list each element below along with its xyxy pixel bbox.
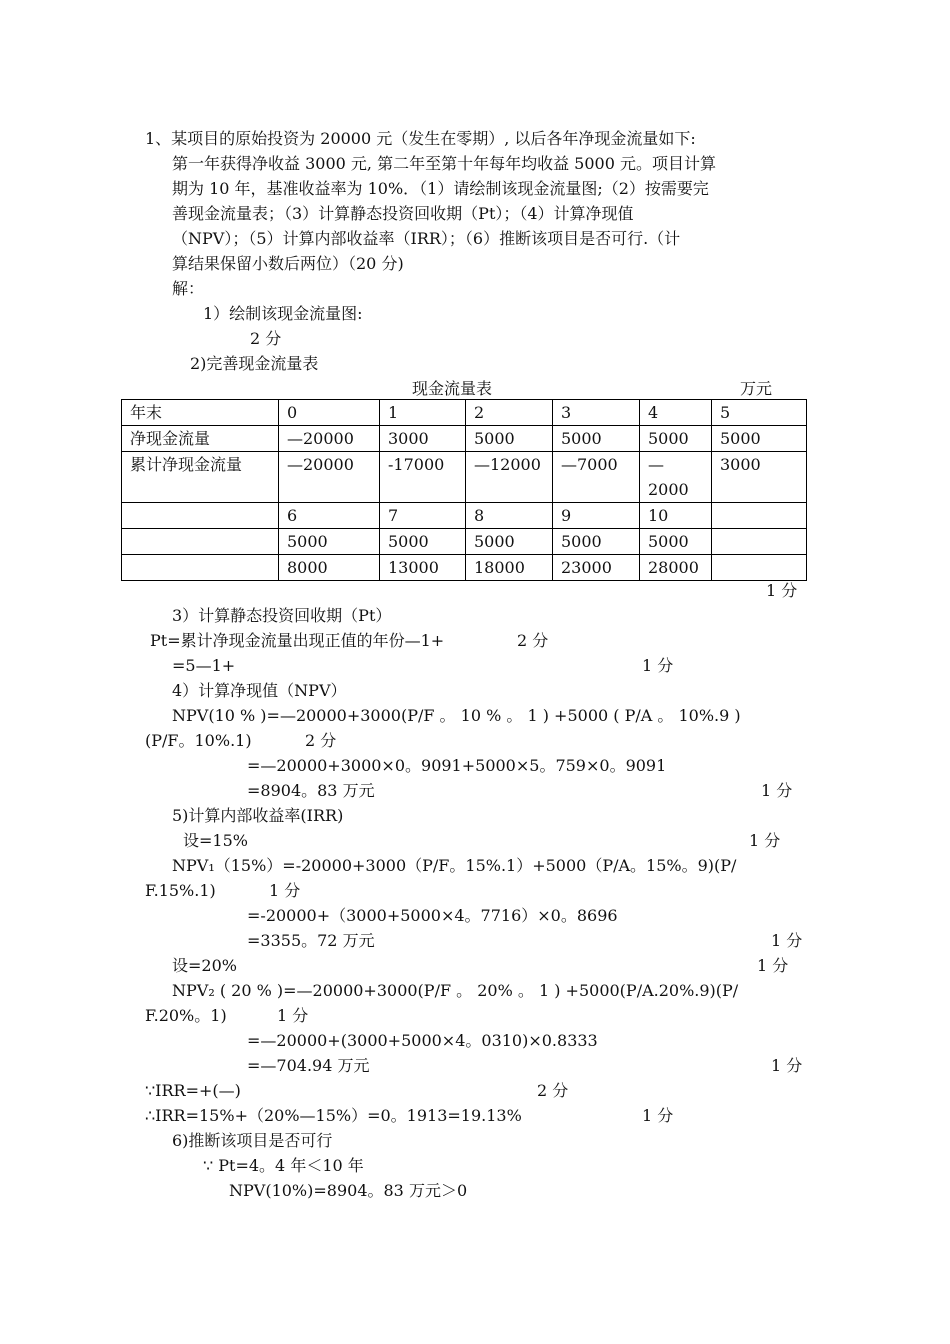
table-cell: 1 xyxy=(380,400,466,426)
table-cell: 3000 xyxy=(380,426,466,452)
step5-npv1-a: NPV₁（15%）=-20000+3000（P/F。15%.1）+5000（P/A。15%。9)(P/ xyxy=(172,856,737,875)
problem-line-1: 1、某项目的原始投资为 20000 元（发生在零期）, 以后各年净现金流量如下: xyxy=(145,129,696,148)
table-row xyxy=(122,426,807,452)
table-cell: — 2000 xyxy=(640,452,712,503)
step4-line-4: =8904。83 万元 xyxy=(247,781,375,800)
table-cell: 18000 xyxy=(466,555,553,581)
problem-line-4: 善现金流量表；（3）计算静态投资回收期（Pt）；（4）计算净现值 xyxy=(172,204,634,223)
table-cell: 23000 xyxy=(553,555,640,581)
step1-title: 1）绘制该现金流量图: xyxy=(203,304,363,323)
table-unit: 万元 xyxy=(740,379,773,398)
step4-line-4-score: 1 分 xyxy=(761,781,793,800)
step5-npv2-d: =—704.94 万元 xyxy=(247,1056,370,1075)
table-cell: 5000 xyxy=(466,529,553,555)
table-title: 现金流量表 xyxy=(412,379,493,398)
table-cell: 2 xyxy=(466,400,553,426)
step3-result-score: 1 分 xyxy=(642,656,674,675)
table-cell: 8000 xyxy=(279,555,380,581)
table-cell xyxy=(122,529,279,555)
step5-irr-1: ∵IRR=+(—) xyxy=(145,1081,241,1100)
table-cell: 28000 xyxy=(640,555,712,581)
step5-npv2-a: NPV₂ ( 20 % )=—20000+3000(P/F 。 20% 。 1 ) +5000(P/A.20%.9)(P/ xyxy=(172,981,739,1000)
step1-score: 2 分 xyxy=(250,329,282,348)
problem-line-3: 期为 10 年，基准收益率为 10%．（1）请绘制该现金流量图;（2）按需要完 xyxy=(172,179,709,198)
table-cell: —20000 xyxy=(279,452,380,503)
table-cell: 净现金流量 xyxy=(122,426,279,452)
table-row xyxy=(122,452,807,503)
step4-title: 4）计算净现值（NPV） xyxy=(172,681,347,700)
table-cell: 9 xyxy=(553,503,640,529)
step5-npv1-c: =-20000+（3000+5000×4。7716）×0。8696 xyxy=(247,906,618,925)
table-cell: —12000 xyxy=(466,452,553,503)
step5-npv1-b-score: 1 分 xyxy=(269,881,301,900)
step5-set1: 设=15% xyxy=(183,831,248,850)
table-cell: 5000 xyxy=(640,529,712,555)
step5-irr-2: ∴IRR=15%+（20%—15%）=0。1913=19.13% xyxy=(145,1106,522,1125)
table-row xyxy=(122,555,807,581)
table-cell: 5000 xyxy=(640,426,712,452)
step5-title: 5)计算内部收益率(IRR) xyxy=(172,806,344,825)
table-cell: 10 xyxy=(640,503,712,529)
step6-line-1: ∵ Pt=4。4 年＜10 年 xyxy=(203,1156,364,1175)
table-cell: 5000 xyxy=(553,529,640,555)
step5-irr-2-score: 1 分 xyxy=(642,1106,674,1125)
step2-title: 2)完善现金流量表 xyxy=(190,354,319,373)
step3-formula: Pt=累计净现金流量出现正值的年份—1+ xyxy=(150,631,445,650)
table-cell: 年末 xyxy=(122,400,279,426)
table-cell: 5 xyxy=(712,400,807,426)
table-cell xyxy=(122,503,279,529)
step6-title: 6)推断该项目是否可行 xyxy=(172,1131,333,1150)
solution-label: 解： xyxy=(172,279,205,298)
step6-line-2: NPV(10%)=8904。83 万元＞0 xyxy=(229,1181,468,1200)
step5-irr-1-score: 2 分 xyxy=(537,1081,569,1100)
step4-line-3: =—20000+3000×0。9091+5000×5。759×0。9091 xyxy=(247,756,667,775)
table-cell xyxy=(712,503,807,529)
table-cell: 5000 xyxy=(279,529,380,555)
table-cell: 5000 xyxy=(553,426,640,452)
step3-formula-score: 2 分 xyxy=(517,631,549,650)
step5-npv2-b-score: 1 分 xyxy=(277,1006,309,1025)
table-cell: 0 xyxy=(279,400,380,426)
step5-npv2-d-score: 1 分 xyxy=(771,1056,803,1075)
table-cell: 3000 xyxy=(712,452,807,503)
step5-npv2-c: =—20000+(3000+5000×4。0310)×0.8333 xyxy=(247,1031,598,1050)
table-cell xyxy=(712,555,807,581)
step5-npv2-b: F.20%。1) xyxy=(145,1006,227,1025)
table-cell: —20000 xyxy=(279,426,380,452)
step5-set2: 设=20% xyxy=(172,956,237,975)
step3-result: =5—1+ xyxy=(172,656,236,675)
table-cell: 6 xyxy=(279,503,380,529)
problem-line-5: （NPV）；（5）计算内部收益率（IRR）；（6）推断该项目是否可行.（计 xyxy=(172,229,681,248)
step5-npv1-b: F.15%.1) xyxy=(145,881,216,900)
step5-npv1-d: =3355。72 万元 xyxy=(247,931,375,950)
step4-line-2: (P/F。10%.1) xyxy=(145,731,252,750)
table-cell: 3 xyxy=(553,400,640,426)
step5-set2-score: 1 分 xyxy=(757,956,789,975)
step5-set1-score: 1 分 xyxy=(749,831,781,850)
step5-npv1-d-score: 1 分 xyxy=(771,931,803,950)
table-cell: 5000 xyxy=(466,426,553,452)
table-cell: 8 xyxy=(466,503,553,529)
problem-line-6: 算结果保留小数后两位）（20 分) xyxy=(172,254,404,273)
table-cell: 5000 xyxy=(712,426,807,452)
table-cell: —7000 xyxy=(553,452,640,503)
table-cell xyxy=(712,529,807,555)
table-cell: 5000 xyxy=(380,529,466,555)
step2-score: 1 分 xyxy=(766,581,798,600)
table-cell: 7 xyxy=(380,503,466,529)
table-cell xyxy=(122,555,279,581)
table-row xyxy=(122,503,807,529)
table-row xyxy=(122,400,807,426)
step3-title: 3）计算静态投资回收期（Pt） xyxy=(172,606,392,625)
table-cell: 累计净现金流量 xyxy=(122,452,279,503)
table-cell: 4 xyxy=(640,400,712,426)
cash-flow-table xyxy=(121,399,807,581)
step4-line-2-score: 2 分 xyxy=(305,731,337,750)
table-cell: 13000 xyxy=(380,555,466,581)
step4-line-1: NPV(10 % )=—20000+3000(P/F 。 10 % 。 1 ) +5000 ( P/A 。 10%.9 ) xyxy=(172,706,741,725)
problem-line-2: 第一年获得净收益 3000 元, 第二年至第十年每年均收益 5000 元。项目计算 xyxy=(172,154,716,173)
table-row xyxy=(122,529,807,555)
table-cell: -17000 xyxy=(380,452,466,503)
